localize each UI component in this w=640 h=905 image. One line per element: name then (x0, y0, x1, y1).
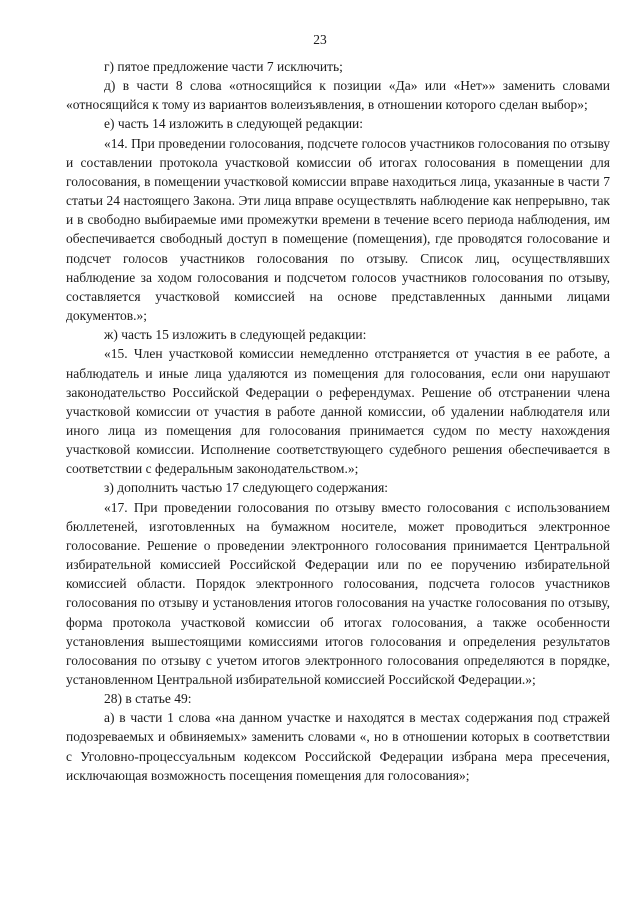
paragraph-clause-z: з) дополнить частью 17 следующего содержания: (104, 480, 389, 496)
paragraph-clause-g: г) пятое предложение части 7 исключить; (104, 59, 343, 74)
paragraph-part-17-text: «17. При проведении голосования по отзыву вместо голосования с использованием бюллетеней, изготовленных на бумажном носителе, может проводиться электронное голосование. Решение о проведении электронного голосования принимается Центральной избирательной комиссией Российской Федерации или по ее поручению избирательной комиссией области. Порядок электронного голосования, подсчета голосов участников голосования по отзыву и установления итогов голосования на участке голосования по отзыву, форма протокола участковой комиссии об итогах голосования, а также особенности установления вышестоящими комиссиями итогов голосования и определения результатов голосования по отзыву с учетом итогов электронного голосования определяются в порядке, установленном Центральной избирательной комиссией Российской Федерации.»; (66, 499, 610, 687)
paragraph-clause-d: д) в части 8 слова «относящийся к позиции «Да» или «Нет»» заменить словами «относящийся к тому из вариантов волеизъявления, в отношении которого сделан выбор»; (66, 78, 610, 113)
paragraph-clause-e: е) часть 14 изложить в следующей редакции: (104, 116, 364, 132)
paragraph-part-15-text: «15. Член участковой комиссии немедленно отстраняется от участия в ее работе, а наблюдатель и иные лица удаляются из помещения для голосования, если они нарушают законодательство Российской Федерации о референдумах. Решение об отстранении члена участковой комиссии от участия в работе данной комиссии, об удалении наблюдателя или иного лица из помещения для голосования принимается судом по месту нахождения участковой комиссии. Исполнение соответствующего судебного решения обеспечивается в соответствии с федеральным законодательством.»; (66, 346, 610, 477)
paragraph-clause-a: а) в части 1 слова «на данном участке и находятся в местах содержания под стражей подозреваемых и обвиняемых» заменить словами «, но в отношении которых в соответствии с Уголовно-процессуальным кодексом Российской Федерации избрана мера пресечения, исключающая возможность посещения помещения для голосования»; (66, 710, 610, 783)
paragraph-part-14-text: «14. При проведении голосования, подсчете голосов участников голосования по отзыву и составлении протокола участковой комиссии об итогах голосования в помещении для голосования, в помещении участковой комиссии вправе находиться лица, указанные в части 7 статьи 24 настоящего Закона. Эти лица вправе осуществлять наблюдение как непрерывно, так и в свободно выбираемые ими промежутки времени в течение всего периода наблюдения, им обеспечивается свободный доступ в помещение (помещения), где проводятся голосование и подсчет голосов участников голосования по отзыву. Список лиц, осуществлявших наблюдение за ходом голосования и подсчетом голосов участников голосования по отзыву, составляется участковой комиссией на основе представленных данными лицами документов.»; (66, 135, 610, 324)
page-number: 23 (313, 32, 327, 47)
paragraph-item-28: 28) в статье 49: (104, 691, 192, 707)
document-body (66, 57, 610, 785)
paragraph-clause-zh: ж) часть 15 изложить в следующей редакции: (104, 327, 367, 343)
